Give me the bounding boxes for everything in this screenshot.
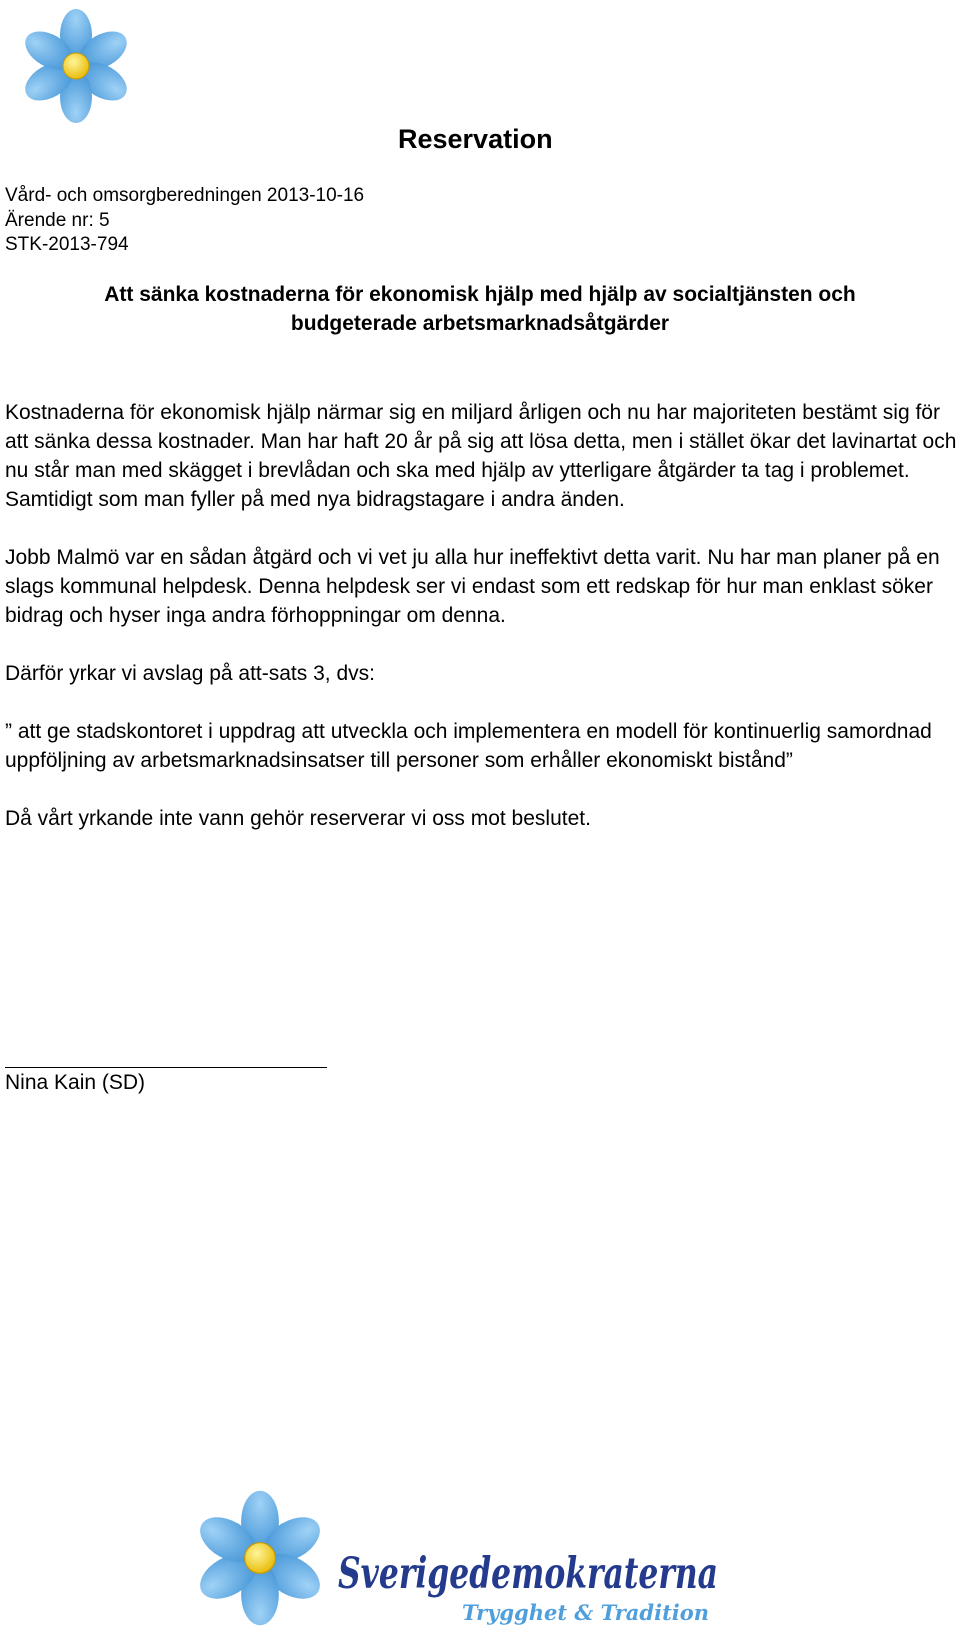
logo-wordmark: Sverigedemokraterna (338, 1549, 718, 1599)
paragraph-jobb-malmo: Jobb Malmö var en sådan åtgärd och vi vet ju alla hur ineffektivt detta varit. Nu har man planer på en slags kommunal helpdesk. Denna helpdesk ser vi endast som ett redskap för hur man enklast söker bidrag och hyser inga andra förhoppningar om denna. (5, 546, 940, 627)
sverigedemokraterna-logo (190, 1478, 750, 1631)
signature-name: Nina Kain (SD) (5, 1071, 146, 1094)
subject-heading (0, 280, 960, 338)
subject-line-1: Att sänka kostnaderna för ekonomisk hjälp med hjälp av socialtjänsten och (104, 283, 856, 306)
footer-flower-icon (192, 1491, 327, 1626)
paragraph-quote: ” att ge stadskontoret i uppdrag att utveckla och implementera en modell för kontinuerlig samordnad uppföljning av arbetsmarknadsinsatser till personer som erhåller ekonomiskt bistånd” (5, 720, 932, 772)
committee-date: Vård- och omsorgberedningen 2013-10-16 (5, 185, 365, 206)
body-text (5, 398, 960, 862)
paragraph-motion: Därför yrkar vi avslag på att-sats 3, dvs: (5, 662, 375, 685)
case-number: Ärende nr: 5 (5, 209, 110, 231)
paragraph-conclusion: Då vårt yrkande inte vann gehör reserverar vi oss mot beslutet. (5, 807, 591, 830)
subject-line-2: budgeterade arbetsmarknadsåtgärder (290, 312, 670, 335)
paragraph-costs: Kostnaderna för ekonomisk hjälp närmar sig en miljard årligen och nu har majoriteten bestämt sig för att sänka dessa kostnader. Man har haft 20 år på sig att lösa detta, men i stället ökar det lavinartat och nu står man med skägget i brevlådan och ska med hjälp av ytterligare åtgärder ta tag i problemet. Samtidigt som man fyller på med nya bidragstagare i andra änden. (5, 401, 957, 511)
party-flower-logo-icon (14, 0, 138, 124)
reference-number: STK-2013-794 (5, 234, 129, 255)
document-heading: Reservation (398, 124, 553, 154)
document-meta (5, 184, 364, 258)
logo-tagline: Trygghet & Tradition (462, 1600, 710, 1625)
